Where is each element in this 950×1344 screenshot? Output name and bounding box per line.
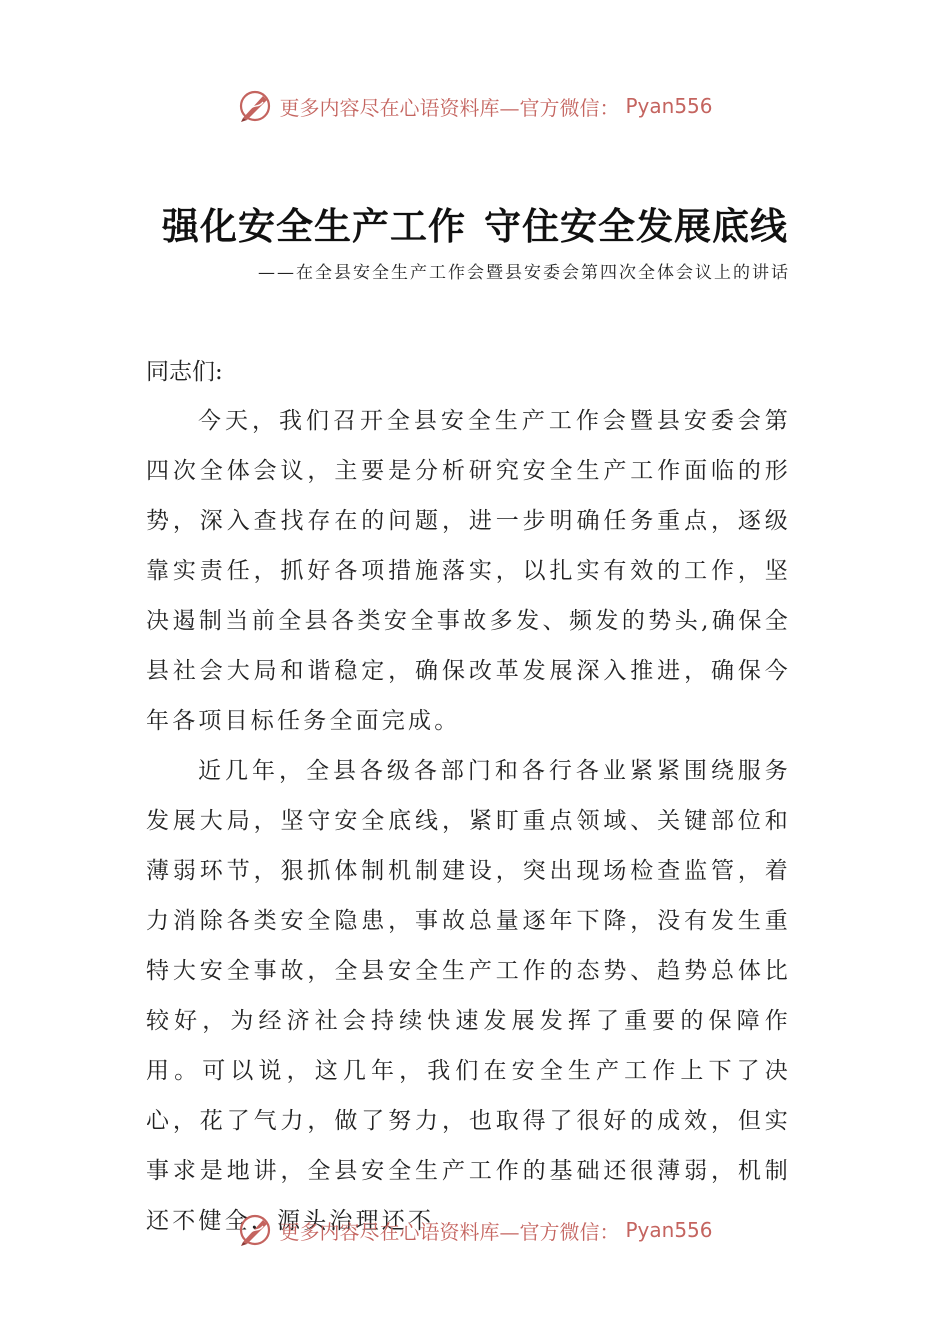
watermark-wechat-id: Pyan556 — [625, 94, 713, 118]
title-part-2: 守住安全发展底线 — [484, 205, 788, 248]
pen-logo-icon — [237, 1212, 273, 1248]
watermark-text: 更多内容尽在心语资料库—官方微信： — [279, 95, 620, 120]
paragraph-1: 今天，我们召开全县安全生产工作会暨县安委会第四次全体会议，主要是分析研究安全生产工作面临的形势，深入查找存在的问题，进一步明确任务重点，逐级靠实责任，抓好各项措施落实，以扎实有效的工作，坚决遏制当前全县各类安全事故多发、频发的势头,确保全县社会大局和谐稳定，确保改革发展深入推进，确保今年各项目标任务全面完成。 — [146, 408, 791, 734]
header-watermark-banner — [0, 86, 950, 126]
watermark-wechat-id: Pyan556 — [625, 1218, 713, 1242]
watermark-text: 更多内容尽在心语资料库—官方微信： — [279, 1219, 620, 1244]
document-subtitle: ——在全县安全生产工作会暨县安委会第四次全体会议上的讲话 — [258, 263, 790, 283]
footer-watermark-banner — [0, 1210, 950, 1250]
salutation: 同志们: — [146, 359, 223, 385]
title-part-1: 强化安全生产工作 — [162, 205, 466, 248]
body-text — [146, 396, 791, 1246]
document-title — [0, 196, 950, 250]
pen-logo-icon — [237, 88, 273, 124]
paragraph-2: 近几年，全县各级各部门和各行各业紧紧围绕服务发展大局，坚守安全底线，紧盯重点领域、关键部位和薄弱环节，狠抓体制机制建设，突出现场检查监管，着力消除各类安全隐患，事故总量逐年下降，没有发生重特大安全事故，全县安全生产工作的态势、趋势总体比较好，为经济社会持续快速发展发挥了重要的保障作用。可以说，这几年，我们在安全生产工作上下了决心，花了气力，做了努力，也取得了很好的成效，但实事求是地讲，全县安全生产工作的基础还很薄弱，机制还不健全，源头治理还不 — [146, 758, 791, 1234]
